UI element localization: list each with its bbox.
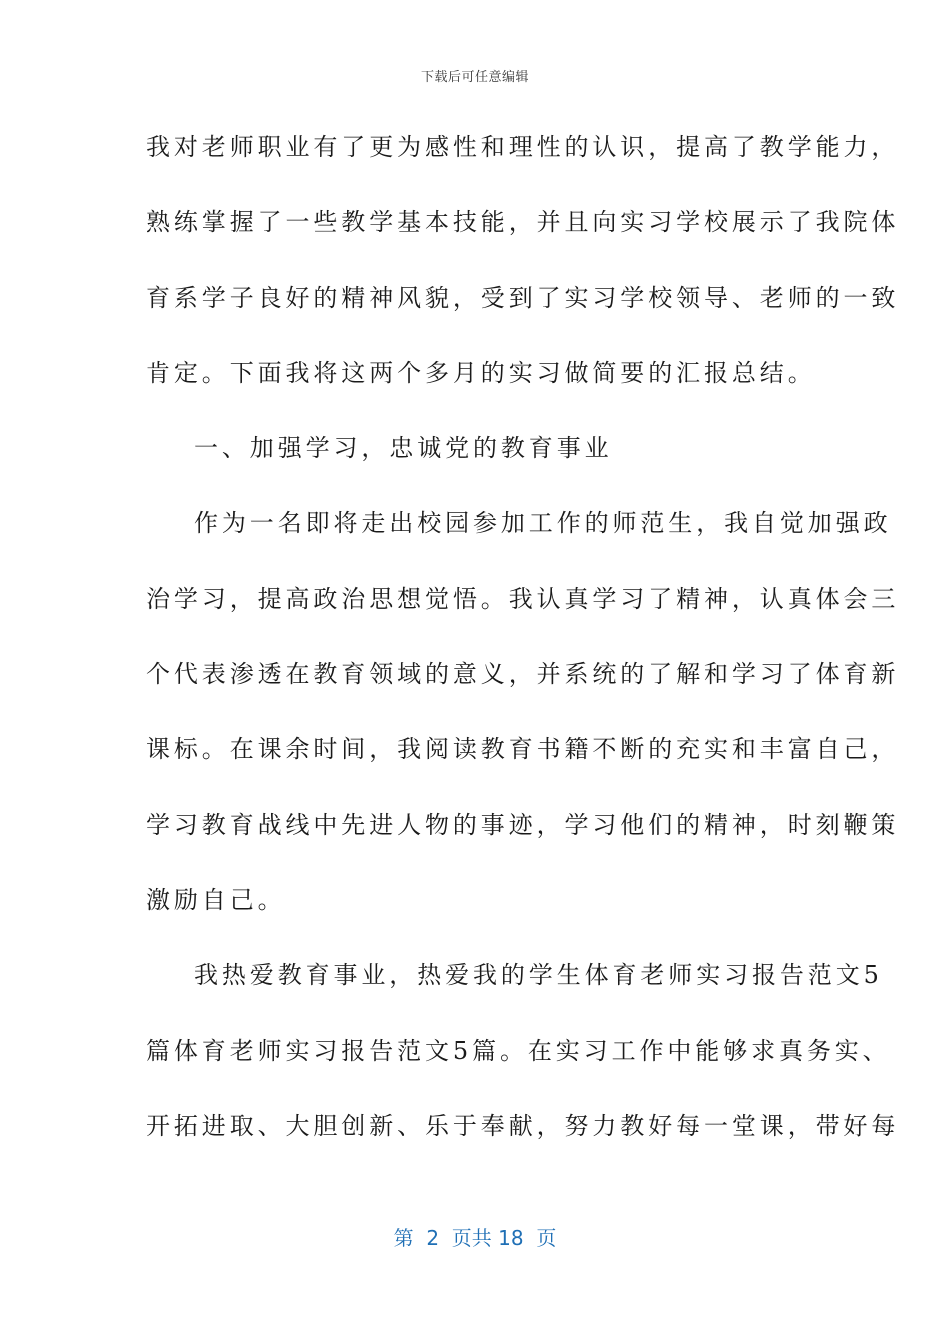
body-text <box>146 120 900 1174</box>
header-note: 下载后可任意编辑 <box>420 70 529 85</box>
text-line: 学习教育战线中先进人物的事迹，学习他们的精神，时刻鞭策 <box>146 810 900 839</box>
text-line: 激励自己。 <box>146 885 286 914</box>
text-line: 我对老师职业有了更为感性和理性的认识，提高了教学能力， <box>146 133 900 161</box>
text-line: 肯定。下面我将这两个多月的实习做简要的汇报总结。 <box>146 358 816 387</box>
text-line: 个代表渗透在教育领域的意义，并系统的了解和学习了体育新 <box>146 660 900 689</box>
text-line: 熟练掌握了一些教学基本技能，并且向实习学校展示了我院体 <box>146 208 900 237</box>
text-line: 课标。在课余时间，我阅读教育书籍不断的充实和丰富自己， <box>146 735 900 764</box>
text-line: 育系学子良好的精神风貌，受到了实习学校领导、老师的一致 <box>146 283 900 312</box>
text-line: 治学习，提高政治思想觉悟。我认真学习了精神，认真体会三 <box>146 584 900 613</box>
text-line: 作为一名即将走出校园参加工作的师范生，我自觉加强政 <box>194 509 892 538</box>
text-line: 我热爱教育事业，热爱我的学生体育老师实习报告范文5 <box>194 961 883 990</box>
section-heading: 一、加强学习，忠诚党的教育事业 <box>194 434 613 463</box>
text-line: 开拓进取、大胆创新、乐于奉献，努力教好每一堂课，带好每 <box>146 1111 900 1140</box>
text-line: 篇体育老师实习报告范文5篇。在实习工作中能够求真务实、 <box>146 1036 891 1065</box>
page-number: 第 2 页共 18 页 <box>393 1226 557 1250</box>
